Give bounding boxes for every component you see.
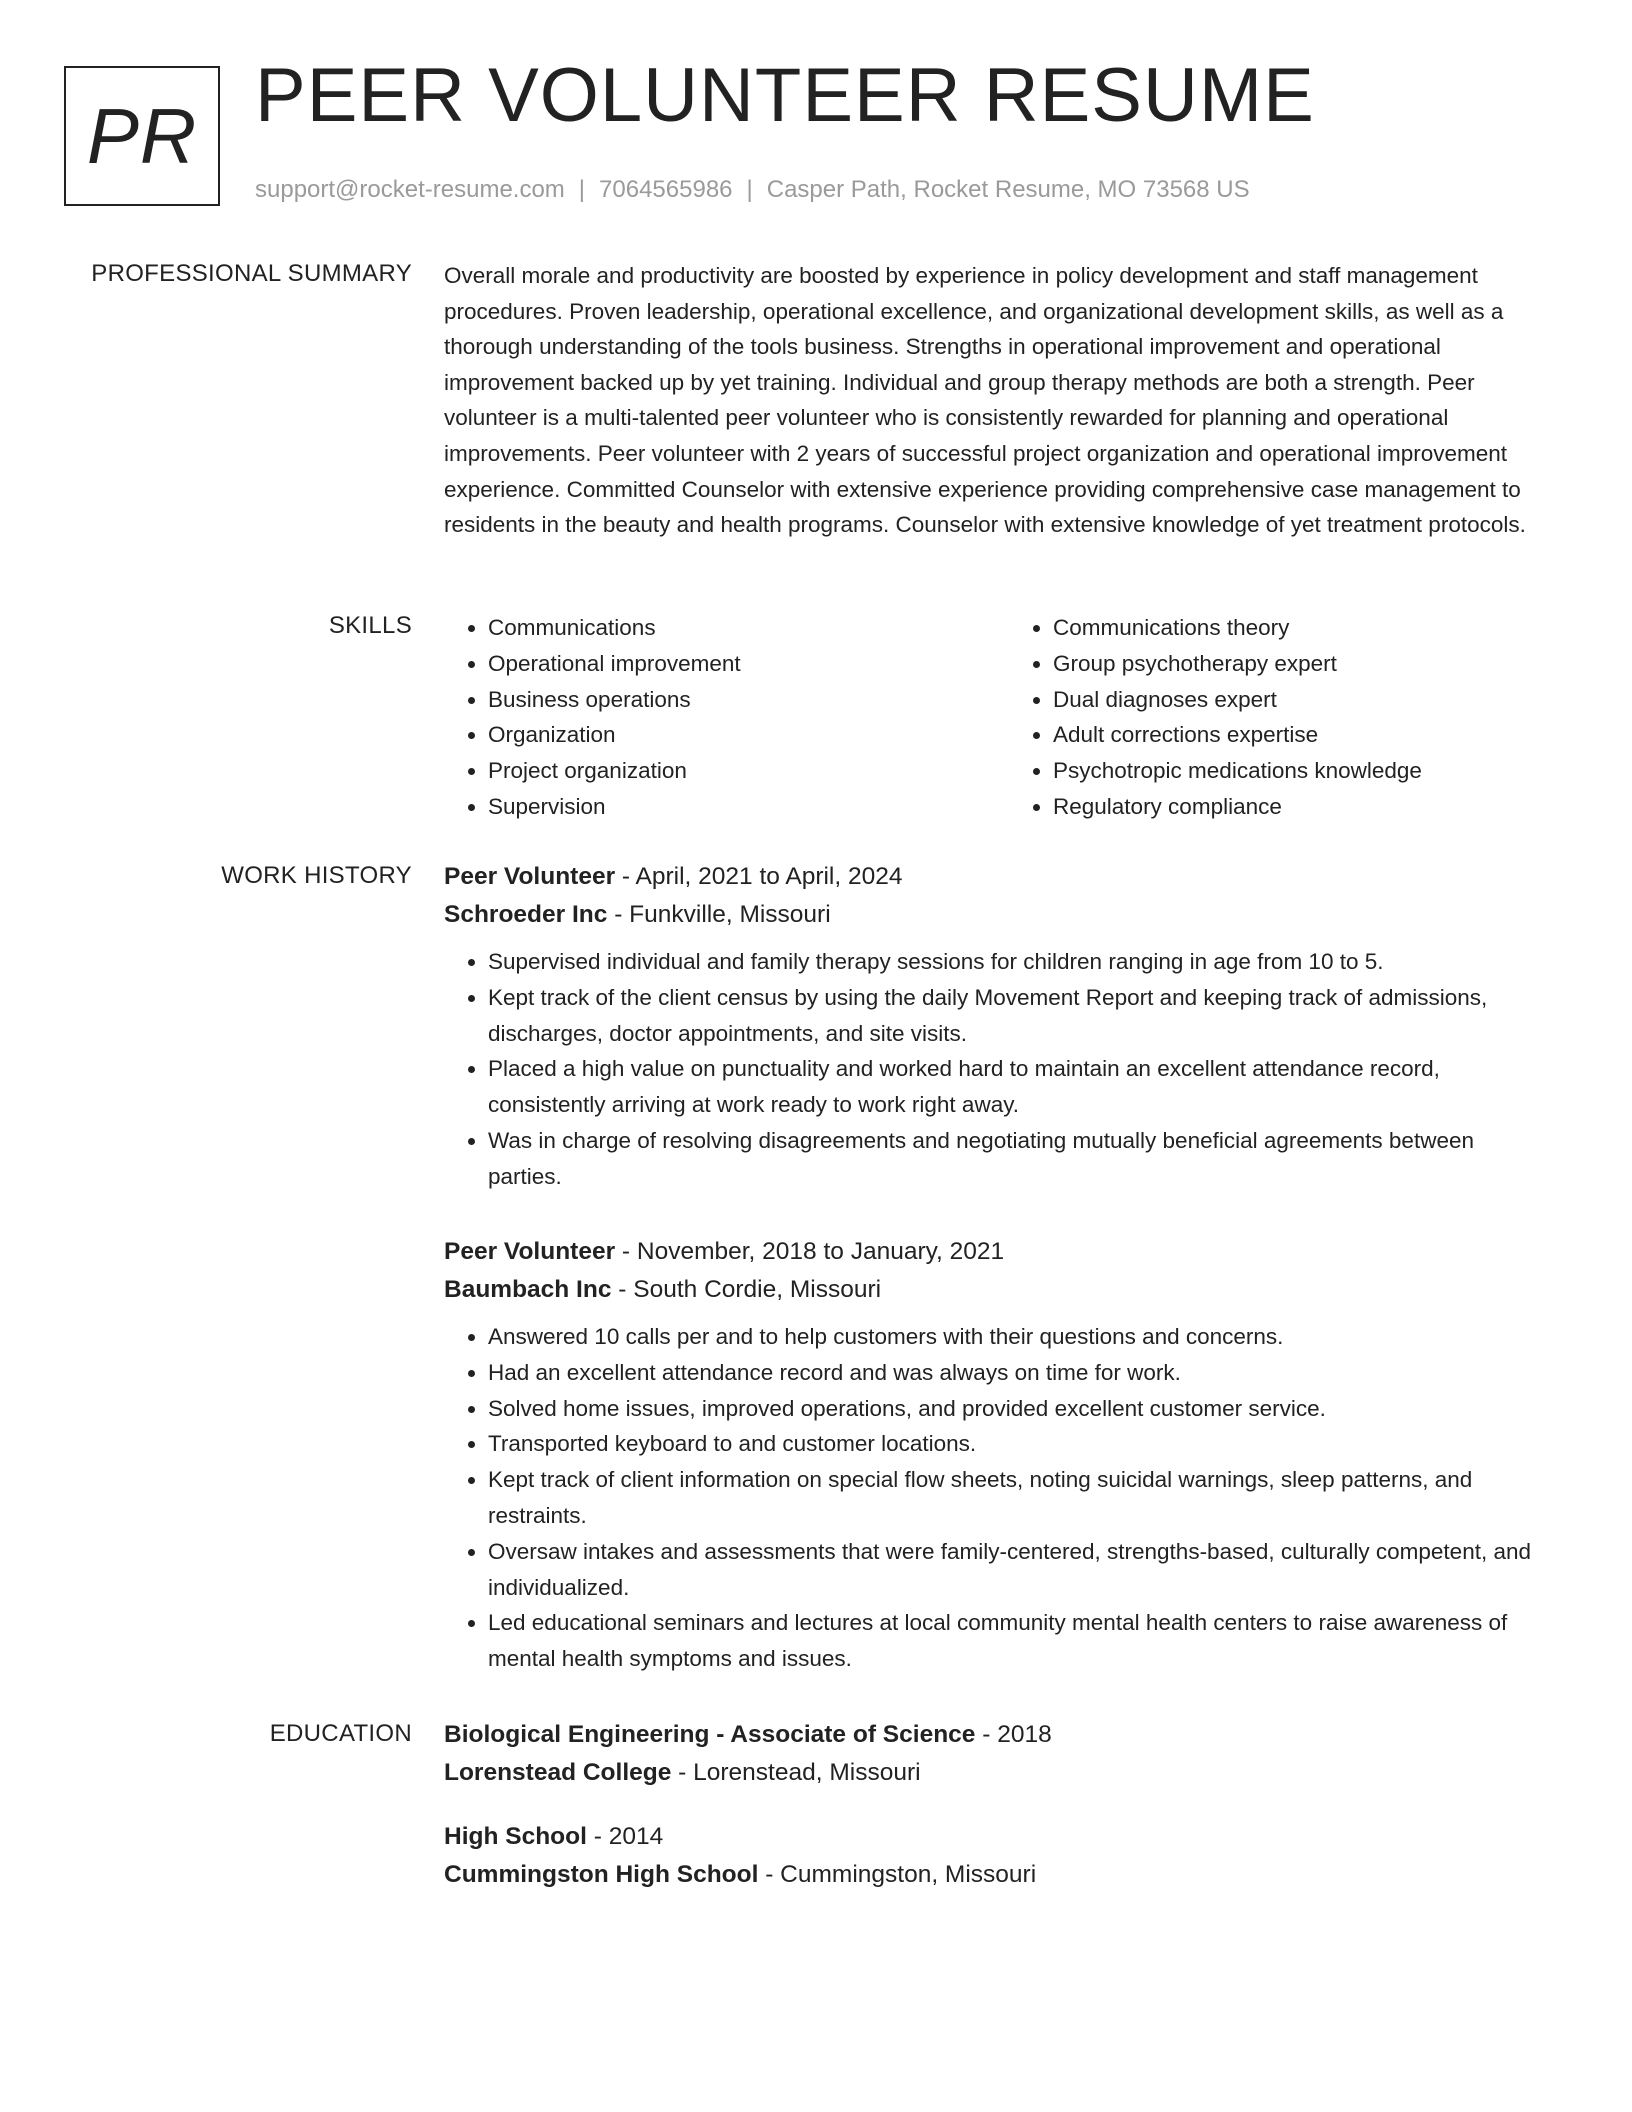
job-bullet-list [444,944,1554,1195]
work-history-body [444,858,1554,1195]
education-entry [444,1716,1554,1792]
job-company-line [444,1271,1554,1309]
skill-item: • Project organization [488,753,988,789]
education-heading: EDUCATION [269,1720,412,1747]
job-bullet: • Transported keyboard to and customer locations. [488,1426,1554,1462]
skill-item: • Operational improvement [488,646,988,682]
contact-line [255,176,1250,204]
skill-item: • Supervision [488,789,988,825]
degree-year: - 2018 [975,1721,1052,1748]
school-location: - Lorenstead, Missouri [671,1759,921,1786]
job-bullet: • Solved home issues, improved operations, and provided excellent customer service. [488,1391,1554,1427]
job-bullet-list [444,1319,1554,1677]
skill-item: • Regulatory compliance [1053,789,1553,825]
job-title-line [444,858,1554,896]
education-body [444,1716,1554,1920]
job-location: - Funkville, Missouri [607,901,831,928]
degree: High School [444,1823,587,1850]
job-company: Baumbach Inc [444,1276,612,1303]
skills-list-right [988,610,1553,825]
education-entry [444,1818,1554,1894]
school: Lorenstead College [444,1759,672,1786]
skill-item: • Group psychotherapy expert [1053,646,1553,682]
school-line [444,1754,1554,1792]
contact-separator: | [746,176,753,203]
contact-phone: 7064565986 [599,176,733,203]
monogram [64,66,220,206]
job-bullet: • Kept track of the client census by using the daily Movement Report and keeping track of admissions, discharges, doctor appointments, and site visits. [488,980,1554,1052]
work-history-heading: WORK HISTORY [221,862,412,889]
contact-separator: | [578,176,586,203]
skills-heading: SKILLS [328,612,412,639]
resume-title: PEER VOLUNTEER RESUME [255,53,1315,138]
skill-item: • Dual diagnoses expert [1053,682,1553,718]
job-bullet: • Was in charge of resolving disagreements and negotiating mutually beneficial agreements between parties. [488,1123,1554,1195]
job-company-line [444,896,1554,934]
job-dates: - April, 2021 to April, 2024 [615,863,903,890]
degree-line [444,1716,1554,1754]
summary-heading: PROFESSIONAL SUMMARY [91,260,412,287]
job-bullet: • Placed a high value on punctuality and worked hard to maintain an excellent attendance record, consistently arriving at work ready to work right away. [488,1051,1554,1123]
summary-text: Overall morale and productivity are boosted by experience in policy development and staff management procedures. Proven leadership, operational excellence, and organizational development skills, as well as a thorough understanding of the tools business. Strengths in operational improvement and operational improvement backed up by yet training. Individual and group therapy methods are both a strength. Peer volunteer is a multi-talented peer volunteer who is consistently rewarded for planning and operational improvements. Peer volunteer with 2 years of successful project organization and operational improvement experience. Committed Counselor with extensive experience providing comprehensive case management to residents in the beauty and health programs. Counselor with extensive knowledge of yet treatment protocols. [444,263,1526,538]
skill-item: • Communications [488,610,988,646]
job-bullet: • Answered 10 calls per and to help customers with their questions and concerns. [488,1319,1554,1355]
summary-body [444,258,1554,543]
skill-item: • Organization [488,717,988,753]
skills-list-left [444,610,988,825]
job-entry [444,858,1554,1195]
job-title: Peer Volunteer [444,1238,616,1265]
school-location: - Cummingston, Missouri [758,1861,1037,1888]
job-dates: - November, 2018 to January, 2021 [615,1238,1005,1265]
skill-item: • Adult corrections expertise [1053,717,1553,753]
monogram-initials: PR [86,91,198,180]
skill-item: • Communications theory [1053,610,1553,646]
skills-body [444,610,1554,825]
job-title-line [444,1233,1554,1271]
skill-item: • Psychotropic medications knowledge [1053,753,1553,789]
job-bullet: • Supervised individual and family therapy sessions for children ranging in age from 10 to 5. [488,944,1554,980]
skill-item: • Business operations [488,682,988,718]
work-history-body-2 [444,1233,1554,1677]
degree-year: - 2014 [586,1823,664,1850]
job-location: - South Cordie, Missouri [611,1276,882,1303]
degree-line [444,1818,1554,1856]
job-company: Schroeder Inc [444,901,608,928]
school-line [444,1856,1554,1894]
school: Cummingston High School [444,1861,759,1888]
degree: Biological Engineering - Associate of Science [444,1721,976,1748]
job-entry [444,1233,1554,1677]
job-bullet: • Oversaw intakes and assessments that were family-centered, strengths-based, culturally competent, and individualized. [488,1534,1554,1606]
job-bullet: • Had an excellent attendance record and was always on time for work. [488,1355,1554,1391]
contact-address: Casper Path, Rocket Resume, MO 73568 US [766,176,1250,203]
job-title: Peer Volunteer [444,863,616,890]
job-bullet: • Led educational seminars and lectures at local community mental health centers to raise awareness of mental health symptoms and issues. [488,1605,1554,1677]
contact-email: support@rocket-resume.com [255,176,565,203]
job-bullet: • Kept track of client information on special flow sheets, noting suicidal warnings, sleep patterns, and restraints. [488,1462,1554,1534]
